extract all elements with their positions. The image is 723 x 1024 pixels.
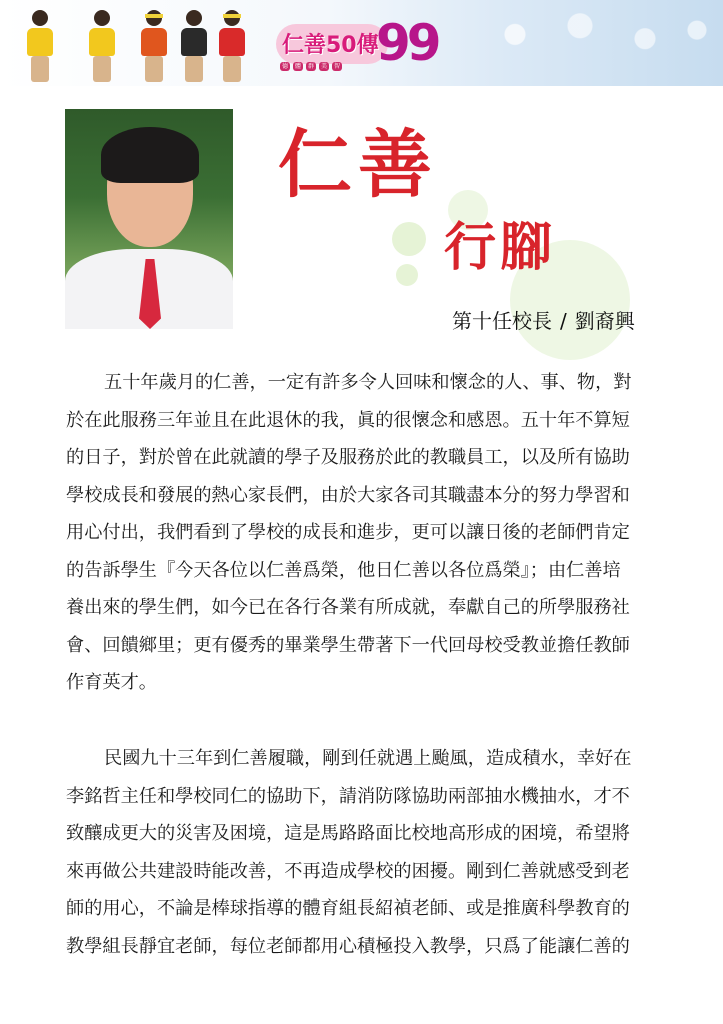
paragraph-line: 的告訴學生『今天各位以仁善爲榮，他日仁善以各位爲榮』；由仁善培 <box>66 559 621 581</box>
paragraph-line: 師的用心，不論是棒球指導的體育組長紹禎老師、或是推廣科學教育的 <box>66 898 630 919</box>
paragraph-line: 於在此服務三年並且在此退休的我，眞的很懷念和感恩。五十年不算短 <box>66 409 630 431</box>
paragraph-2 <box>66 740 670 965</box>
paragraph-line: 致釀成更大的災害及困境，這是馬路路面比校地高形成的困境，希望將 <box>66 823 630 844</box>
paragraph-line: 學校成長和發展的熱心家長們，由於大家各司其職盡本分的努力學習和 <box>66 484 630 506</box>
runner-figure <box>136 8 170 84</box>
banner-background-runners <box>463 0 723 86</box>
paragraph-line: 民國九十三年到仁善履職，剛到任就遇上颱風，造成積水，幸好在 <box>104 748 632 769</box>
paragraph-line: 的日子，對於曾在此就讀的學子及服務於此的教職員工，以及所有協助 <box>66 447 630 468</box>
paragraph-line: 五十年歲月的仁善，一定有許多令人回味和懷念的人、事、物，對 <box>104 372 632 393</box>
header-banner <box>0 0 723 86</box>
anniversary-logo <box>276 14 446 78</box>
logo-tags: 德 體 群 美 智 <box>282 63 341 70</box>
paragraph-line: 教學組長靜宜老師，每位老師都用心積極投入教學，只爲了能讓仁善的 <box>66 935 630 957</box>
paragraph-line: 用心付出，我們看到了學校的成長和進步，更可以讓日後的老師們肯定 <box>66 522 630 543</box>
logo-number: 99 <box>376 14 438 72</box>
runner-figure <box>176 8 210 84</box>
logo-text: 仁善50傳 <box>282 33 379 58</box>
decor-circle <box>396 264 418 286</box>
page-title: 仁善 <box>278 122 438 208</box>
paragraph-1 <box>66 364 670 702</box>
paragraph-line: 養出來的學生們，如今已在各行各業有所成就，奉獻自己的所學服務社 <box>66 597 630 618</box>
paragraph-line: 李銘哲主任和學校同仁的協助下，請消防隊協助兩部抽水機抽水，才不 <box>66 785 630 807</box>
runner-figure <box>22 8 56 84</box>
runner-figure <box>84 8 118 84</box>
runner-figure <box>214 8 248 84</box>
author-separator: / <box>560 309 567 333</box>
author-name: 劉裔興 <box>574 309 635 333</box>
paragraph-line: 來再做公共建設時能改善，不再造成學校的困擾。剛到仁善就感受到老 <box>66 860 630 882</box>
author-role: 第十任校長 <box>452 309 552 333</box>
paragraph-line: 作育英才。 <box>66 672 157 693</box>
principal-photo <box>65 109 233 329</box>
page-subtitle: 行腳 <box>444 217 557 278</box>
decor-circle <box>392 222 426 256</box>
paragraph-line: 會、回饋鄉里；更有優秀的畢業學生帶著下一代回母校受教並擔任教師 <box>66 634 630 656</box>
author-line <box>452 305 635 334</box>
